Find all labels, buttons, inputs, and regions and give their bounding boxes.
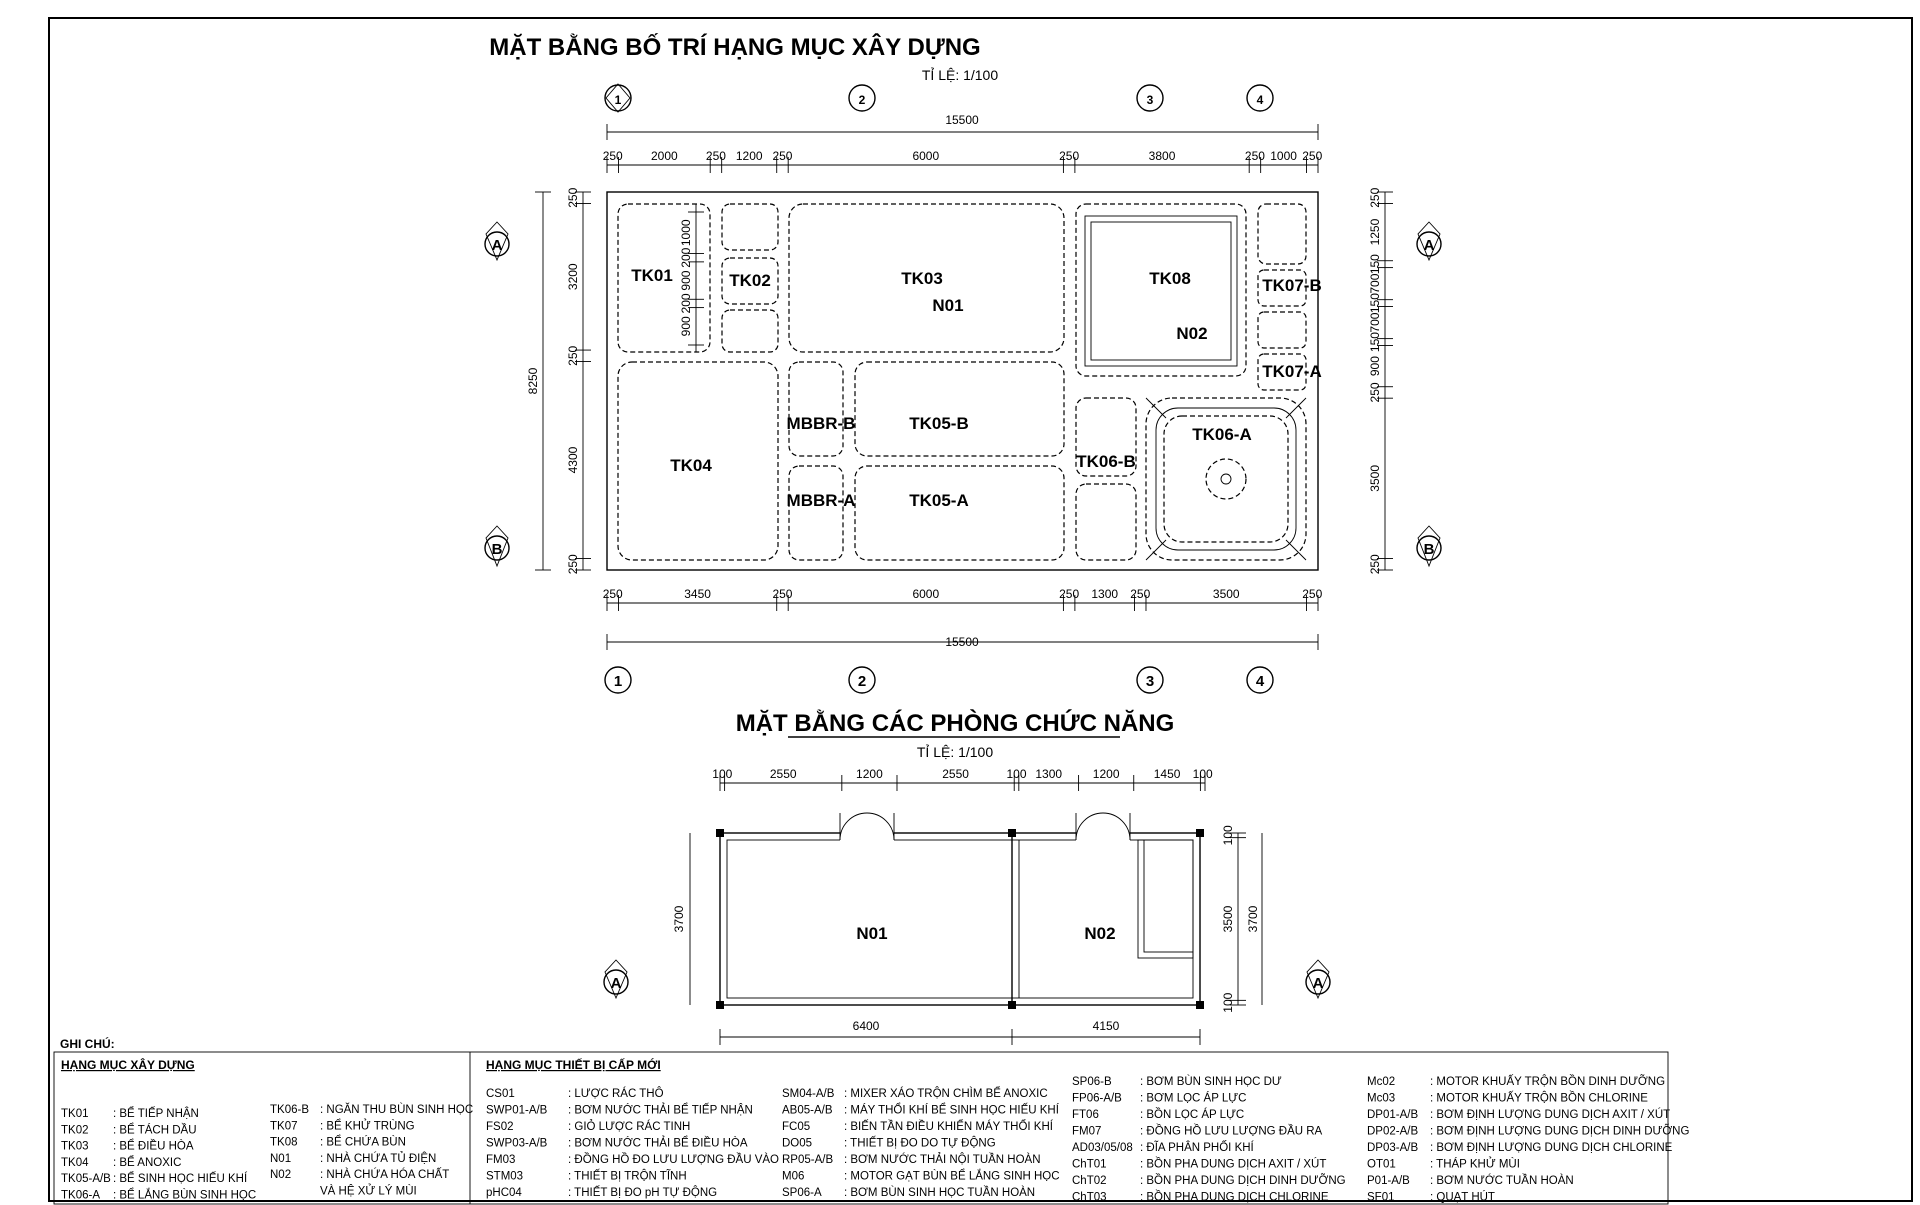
construction-a-desc-0: : BỂ TIẾP NHẬN xyxy=(113,1108,199,1120)
dim-right-0: 250 xyxy=(1368,187,1382,208)
construction-a-code-5: TK06-A xyxy=(61,1189,100,1202)
label-tk01: TK01 xyxy=(631,266,673,285)
tank-tk05-a xyxy=(855,466,1064,560)
tank-tk07b-top xyxy=(1258,204,1306,264)
dim-plan2-top-4: 100 xyxy=(1006,767,1027,781)
equipment-b-code-5: M06 xyxy=(782,1170,805,1183)
dim-left-0: 250 xyxy=(566,187,580,208)
equipment-a-desc-2: : GIỎ LƯỢC RÁC TINH xyxy=(568,1121,691,1133)
equipment-d-desc-5: : THÁP KHỬ MÙI xyxy=(1430,1158,1520,1171)
equipment-b-desc-3: : THIẾT BỊ ĐO DO TỰ ĐỘNG xyxy=(844,1137,996,1150)
equipment-d-code-6: P01-A/B xyxy=(1367,1175,1410,1187)
svg-text:3: 3 xyxy=(1145,673,1155,690)
plan2-inner-wall xyxy=(727,840,1193,998)
dim-plan2-right-overall: 3700 xyxy=(1246,905,1260,933)
dim-plan2-top-2: 1200 xyxy=(856,767,883,781)
dim-bottom-3: 6000 xyxy=(912,587,940,601)
dim-left-inner-4: 900 xyxy=(679,316,693,337)
construction-a-desc-5: : BỂ LẮNG BÙN SINH HỌC xyxy=(113,1189,257,1202)
dim-plan2-bottom-1: 6400 xyxy=(852,1019,880,1033)
equipment-b-desc-5: : MOTOR GẠT BÙN BỂ LẮNG SINH HỌC xyxy=(844,1170,1060,1183)
dim-right-2: 150 xyxy=(1368,254,1382,275)
construction-a-desc-2: : BỂ ĐIỀU HÒA xyxy=(113,1140,194,1153)
dim-top-7: 3800 xyxy=(1148,149,1176,163)
section-mark-a-right xyxy=(1417,222,1441,260)
top-dims xyxy=(603,149,1323,173)
equipment-b-code-0: SM04-A/B xyxy=(782,1088,835,1100)
axis-bubble-2 xyxy=(849,85,875,111)
construction-b-code-2: TK08 xyxy=(270,1136,298,1149)
dim-bottom-7: 3500 xyxy=(1212,587,1240,601)
svg-text:1: 1 xyxy=(613,673,623,690)
plan2-right-dims xyxy=(1221,825,1246,1013)
tank-mbbr-b xyxy=(789,362,843,456)
section-marks-plan1 xyxy=(485,222,1441,566)
equipment-a-desc-5: : THIẾT BỊ TRỘN TĨNH xyxy=(568,1170,687,1183)
axis-bubble-3 xyxy=(1137,85,1163,111)
equipment-b-code-2: FC05 xyxy=(782,1121,811,1133)
plan2-storage xyxy=(1138,840,1193,958)
dim-right-9: 3500 xyxy=(1368,465,1382,492)
construction-b-desc-0: : NGĂN THU BÙN SINH HỌC xyxy=(320,1104,474,1116)
equipment-a-desc-3: : BƠM NƯỚC THẢI BỂ ĐIỀU HÒA xyxy=(568,1137,748,1150)
svg-text:4: 4 xyxy=(1255,673,1265,690)
dim-bottom-5: 1300 xyxy=(1091,587,1119,601)
tank-tk06-a xyxy=(1146,398,1306,560)
label-tk03: TK03 xyxy=(901,269,943,288)
dim-left-inner-0: 1000 xyxy=(679,219,693,247)
svg-text:A: A xyxy=(610,975,622,992)
equipment-d-code-4: DP03-A/B xyxy=(1367,1142,1419,1154)
label-mbbr-b: MBBR-B xyxy=(786,414,856,433)
section-mark-a-plan2-right xyxy=(1306,960,1330,998)
plan2-scale: TỈ LỆ: 1/100 xyxy=(916,744,994,760)
equipment-c-code-4: AD03/05/08 xyxy=(1072,1142,1133,1154)
dim-right-10: 250 xyxy=(1368,554,1382,575)
axis-bubble-1 xyxy=(605,84,631,112)
equipment-d-desc-7: : QUẠT HÚT xyxy=(1430,1191,1495,1204)
dim-plan2-right-2: 100 xyxy=(1221,992,1235,1013)
svg-text:A: A xyxy=(1312,975,1324,992)
dim-top-4: 250 xyxy=(772,149,793,163)
construction-b-desc-3: : NHÀ CHỨA TỦ ĐIỆN xyxy=(320,1152,437,1165)
equipment-d-desc-0: : MOTOR KHUẤY TRỘN BỒN DINH DƯỠNG xyxy=(1430,1076,1666,1088)
equipment-c-code-0: SP06-B xyxy=(1072,1076,1112,1088)
tank-tk07a-top xyxy=(1258,312,1306,348)
equipment-a-desc-0: : LƯỢC RÁC THÔ xyxy=(568,1088,664,1100)
plan1-scale: TỈ LỆ: 1/100 xyxy=(921,67,999,83)
dim-top-9: 1000 xyxy=(1270,149,1297,163)
dim-plan2-top-1: 2550 xyxy=(769,767,797,781)
label-tk02: TK02 xyxy=(729,271,771,290)
equipment-c-desc-7: : BỒN PHA DUNG DỊCH CHLORINE xyxy=(1140,1191,1329,1204)
equipment-a-code-5: STM03 xyxy=(486,1170,524,1183)
construction-b-code-4: N02 xyxy=(270,1169,292,1182)
svg-text:B: B xyxy=(1423,541,1435,558)
construction-a-desc-4: : BỂ SINH HỌC HIẾU KHÍ xyxy=(113,1173,248,1186)
svg-text:A: A xyxy=(491,237,503,254)
left-dims xyxy=(566,187,591,574)
dim-plan2-bottom-2: 4150 xyxy=(1092,1019,1120,1033)
label-n02: N02 xyxy=(1176,324,1208,343)
equipment-d-desc-1: : MOTOR KHUẤY TRỘN BỒN CHLORINE xyxy=(1430,1092,1648,1105)
grid-axis-top xyxy=(605,84,1273,112)
section-mark-a-left xyxy=(485,222,509,260)
section-mark-b-right xyxy=(1417,526,1441,566)
construction-a-code-2: TK03 xyxy=(61,1140,89,1153)
equipment-d-code-5: OT01 xyxy=(1367,1158,1396,1171)
equipment-c-desc-3: : ĐỒNG HỒ LƯU LƯỢNG ĐẦU RA xyxy=(1140,1125,1323,1138)
dim-plan2-top-7: 1450 xyxy=(1153,767,1181,781)
equipment-d-code-2: DP01-A/B xyxy=(1367,1109,1419,1121)
dim-plan2-top-0: 100 xyxy=(712,767,733,781)
tank-tk02-bot xyxy=(722,310,778,352)
equipment-c-desc-0: : BƠM BÙN SINH HỌC DƯ xyxy=(1140,1076,1282,1088)
label-tk08: TK08 xyxy=(1149,269,1191,288)
svg-text:A: A xyxy=(1423,237,1435,254)
equipment-b-desc-1: : MÁY THỔI KHÍ BỂ SINH HỌC HIẾU KHÍ xyxy=(844,1104,1059,1117)
svg-text:B: B xyxy=(491,541,503,558)
axis-bubble-3-bottom xyxy=(1137,667,1163,693)
construction-b-code-3: N01 xyxy=(270,1152,292,1165)
equipment-a-code-2: FS02 xyxy=(486,1121,514,1133)
legend-items xyxy=(61,1075,1689,1204)
dim-right-5: 700 xyxy=(1368,312,1382,333)
dim-left-inner-3: 200 xyxy=(679,293,693,314)
dim-plan2-top-8: 100 xyxy=(1192,767,1213,781)
construction-b-code-1: TK07 xyxy=(270,1120,298,1133)
dim-right-7: 900 xyxy=(1368,356,1382,377)
label-tk05-a: TK05-A xyxy=(909,491,969,510)
equipment-a-code-1: SWP01-A/B xyxy=(486,1104,548,1117)
equipment-c-desc-1: : BƠM LỌC ÁP LỰC xyxy=(1140,1092,1247,1105)
tank-tk06-b-lower xyxy=(1076,484,1136,560)
dim-bottom-1: 3450 xyxy=(684,587,711,601)
construction-heading: HẠNG MỤC XÂY DỰNG xyxy=(61,1058,195,1072)
tank-tk08 xyxy=(1076,204,1246,376)
equipment-d-code-7: SF01 xyxy=(1367,1191,1395,1204)
dim-top-overall: 15500 xyxy=(945,113,979,127)
label-tk06-a: TK06-A xyxy=(1192,425,1252,444)
equipment-b-code-3: DO05 xyxy=(782,1137,813,1150)
section-mark-a-plan2-left xyxy=(604,960,628,998)
equipment-b-code-6: SP06-A xyxy=(782,1187,822,1199)
axis-bubble-4 xyxy=(1247,85,1273,111)
dim-right-1: 1250 xyxy=(1368,218,1382,246)
dim-left-3: 4300 xyxy=(566,446,580,474)
room-n01: N01 xyxy=(856,924,888,943)
dim-plan2-right-0: 100 xyxy=(1221,825,1235,846)
construction-b-desc-5: VÀ HỆ XỬ LÝ MÙI xyxy=(320,1185,417,1198)
dim-right-3: 700 xyxy=(1368,273,1382,294)
equipment-c-code-1: FP06-A/B xyxy=(1072,1092,1122,1105)
section-marks-plan2 xyxy=(604,960,1330,998)
site-outline xyxy=(607,192,1318,570)
construction-b-desc-4: : NHÀ CHỨA HÓA CHẤT xyxy=(320,1169,450,1182)
dim-plan2-top-5: 1300 xyxy=(1035,767,1063,781)
svg-text:2: 2 xyxy=(857,673,867,690)
dim-left-overall: 8250 xyxy=(526,367,540,395)
construction-b-code-0: TK06-B xyxy=(270,1104,309,1116)
axis-bubble-4-bottom xyxy=(1247,667,1273,693)
equipment-c-code-2: FT06 xyxy=(1072,1109,1099,1121)
equipment-b-code-1: AB05-A/B xyxy=(782,1104,833,1117)
plan2-top-dims xyxy=(712,767,1213,791)
equipment-b-desc-0: : MIXER XÁO TRỘN CHÌM BỂ ANOXIC xyxy=(844,1088,1048,1100)
dim-top-6: 250 xyxy=(1059,149,1080,163)
label-tk07a: TK07-A xyxy=(1262,362,1322,381)
equipment-a-desc-6: : THIẾT BỊ ĐO pH TỰ ĐỘNG xyxy=(568,1187,718,1199)
room-n02: N02 xyxy=(1084,924,1116,943)
dim-top-3: 1200 xyxy=(735,149,763,163)
label-n01: N01 xyxy=(932,296,964,315)
equipment-a-desc-4: : ĐỒNG HỒ ĐO LƯU LƯỢNG ĐẦU VÀO xyxy=(568,1154,779,1166)
dim-top-5: 6000 xyxy=(912,149,940,163)
equipment-c-code-3: FM07 xyxy=(1072,1125,1102,1138)
plan1-title: MẶT BẰNG BỐ TRÍ HẠNG MỤC XÂY DỰNG xyxy=(489,34,981,61)
label-mbbr-a: MBBR-A xyxy=(786,491,856,510)
construction-a-desc-1: : BỂ TÁCH DẦU xyxy=(113,1124,197,1137)
equipment-c-desc-4: : ĐĨA PHÂN PHỐI KHÍ xyxy=(1140,1142,1254,1154)
equipment-c-code-7: ChT03 xyxy=(1072,1191,1107,1204)
svg-text:4: 4 xyxy=(1256,93,1264,107)
dim-right-6: 150 xyxy=(1368,332,1382,353)
equipment-a-code-0: CS01 xyxy=(486,1088,515,1100)
dim-plan2-left: 3700 xyxy=(672,905,686,933)
dim-bottom-overall: 15500 xyxy=(945,635,979,649)
svg-text:1: 1 xyxy=(614,93,622,107)
dim-left-2: 250 xyxy=(566,345,580,366)
tank-labels xyxy=(631,266,1322,510)
plan2-outer-wall xyxy=(720,833,1200,1005)
dim-bottom-8: 250 xyxy=(1302,587,1323,601)
equipment-d-desc-6: : BƠM NƯỚC TUẦN HOÀN xyxy=(1430,1175,1574,1187)
dim-left-inner-2: 900 xyxy=(679,270,693,291)
axis-bubble-2-bottom xyxy=(849,667,875,693)
equipment-d-desc-2: : BƠM ĐỊNH LƯỢNG DUNG DỊCH AXIT / XÚT xyxy=(1430,1109,1671,1121)
equipment-c-code-6: ChT02 xyxy=(1072,1175,1107,1187)
dim-bottom-2: 250 xyxy=(772,587,793,601)
dim-left-4: 250 xyxy=(566,554,580,575)
clarifier-center-ring xyxy=(1206,459,1246,499)
label-tk04: TK04 xyxy=(670,456,712,475)
plan2-title: MẶT BẰNG CÁC PHÒNG CHỨC NĂNG xyxy=(735,710,1175,737)
construction-a-desc-3: : BỂ ANOXIC xyxy=(113,1156,182,1169)
dim-left-1: 3200 xyxy=(566,263,580,291)
label-tk05-b: TK05-B xyxy=(909,414,969,433)
equipment-a-code-4: FM03 xyxy=(486,1154,516,1166)
construction-b-desc-2: : BỂ CHỨA BÙN xyxy=(320,1136,406,1149)
svg-text:3: 3 xyxy=(1146,93,1154,107)
dim-top-10: 250 xyxy=(1302,149,1323,163)
notes-heading: GHI CHÚ: xyxy=(60,1037,115,1051)
construction-a-code-0: TK01 xyxy=(61,1108,89,1120)
section-mark-b-left xyxy=(485,526,509,566)
equipment-c-code-5: ChT01 xyxy=(1072,1158,1107,1171)
dim-bottom-0: 250 xyxy=(602,587,623,601)
dim-top-0: 250 xyxy=(602,149,623,163)
equipment-d-code-3: DP02-A/B xyxy=(1367,1125,1419,1138)
dim-plan2-right-1: 3500 xyxy=(1221,905,1235,933)
construction-a-code-4: TK05-A/B xyxy=(61,1173,111,1186)
svg-text:2: 2 xyxy=(858,93,866,107)
equipment-a-desc-1: : BƠM NƯỚC THẢI BỂ TIẾP NHẬN xyxy=(568,1104,753,1117)
equipment-c-desc-2: : BỒN LỌC ÁP LỰC xyxy=(1140,1109,1245,1121)
equipment-b-desc-4: : BƠM NƯỚC THẢI NỘI TUẦN HOÀN xyxy=(844,1154,1041,1166)
dim-plan2-top-6: 1200 xyxy=(1092,767,1120,781)
dim-top-2: 250 xyxy=(705,149,726,163)
dim-left-inner-1: 200 xyxy=(679,247,693,268)
equipment-d-code-1: Mc03 xyxy=(1367,1092,1396,1105)
equipment-d-code-0: Mc02 xyxy=(1367,1076,1396,1088)
equipment-b-desc-6: : BƠM BÙN SINH HỌC TUẦN HOÀN xyxy=(844,1187,1036,1199)
equipment-b-desc-2: : BIẾN TẦN ĐIỀU KHIỂN MÁY THỔI KHÍ xyxy=(844,1121,1053,1133)
equipment-b-code-4: RP05-A/B xyxy=(782,1154,834,1166)
equipment-a-code-6: pHC04 xyxy=(486,1187,522,1199)
construction-a-code-1: TK02 xyxy=(61,1124,89,1137)
tank-tk05-b xyxy=(855,362,1064,456)
dim-right-4: 150 xyxy=(1368,293,1382,314)
bottom-dims xyxy=(603,587,1323,611)
tank-tk08-inner xyxy=(1085,216,1237,366)
dim-top-1: 2000 xyxy=(650,149,678,163)
label-tk06-b: TK06-B xyxy=(1076,452,1136,471)
label-tk07b: TK07-B xyxy=(1262,276,1322,295)
dim-bottom-4: 250 xyxy=(1059,587,1080,601)
dim-right-8: 250 xyxy=(1368,382,1382,403)
tank-mbbr-a xyxy=(789,466,843,560)
left-inner-dims xyxy=(679,212,704,345)
dim-plan2-top-3: 2550 xyxy=(942,767,969,781)
grid-axis-bottom xyxy=(605,667,1273,693)
equipment-a-code-3: SWP03-A/B xyxy=(486,1137,548,1150)
equipment-heading: HẠNG MỤC THIẾT BỊ CẤP MỚI xyxy=(486,1058,661,1072)
dim-top-8: 250 xyxy=(1244,149,1265,163)
equipment-d-desc-4: : BƠM ĐỊNH LƯỢNG DUNG DỊCH CHLORINE xyxy=(1430,1142,1673,1154)
equipment-d-desc-3: : BƠM ĐỊNH LƯỢNG DUNG DỊCH DINH DƯỠNG xyxy=(1430,1125,1690,1138)
tank-tk02-top xyxy=(722,204,778,250)
plan2-building xyxy=(716,813,1204,1009)
construction-a-code-3: TK04 xyxy=(61,1156,89,1169)
equipment-c-desc-6: : BỒN PHA DUNG DỊCH DINH DƯỠNG xyxy=(1140,1175,1346,1187)
axis-bubble-1-bottom xyxy=(605,667,631,693)
equipment-c-desc-5: : BỒN PHA DUNG DỊCH AXIT / XÚT xyxy=(1140,1158,1327,1171)
dim-bottom-6: 250 xyxy=(1130,587,1151,601)
clarifier-center xyxy=(1221,474,1231,484)
right-dims xyxy=(1368,187,1393,574)
construction-b-desc-1: : BỂ KHỬ TRÙNG xyxy=(320,1120,415,1133)
